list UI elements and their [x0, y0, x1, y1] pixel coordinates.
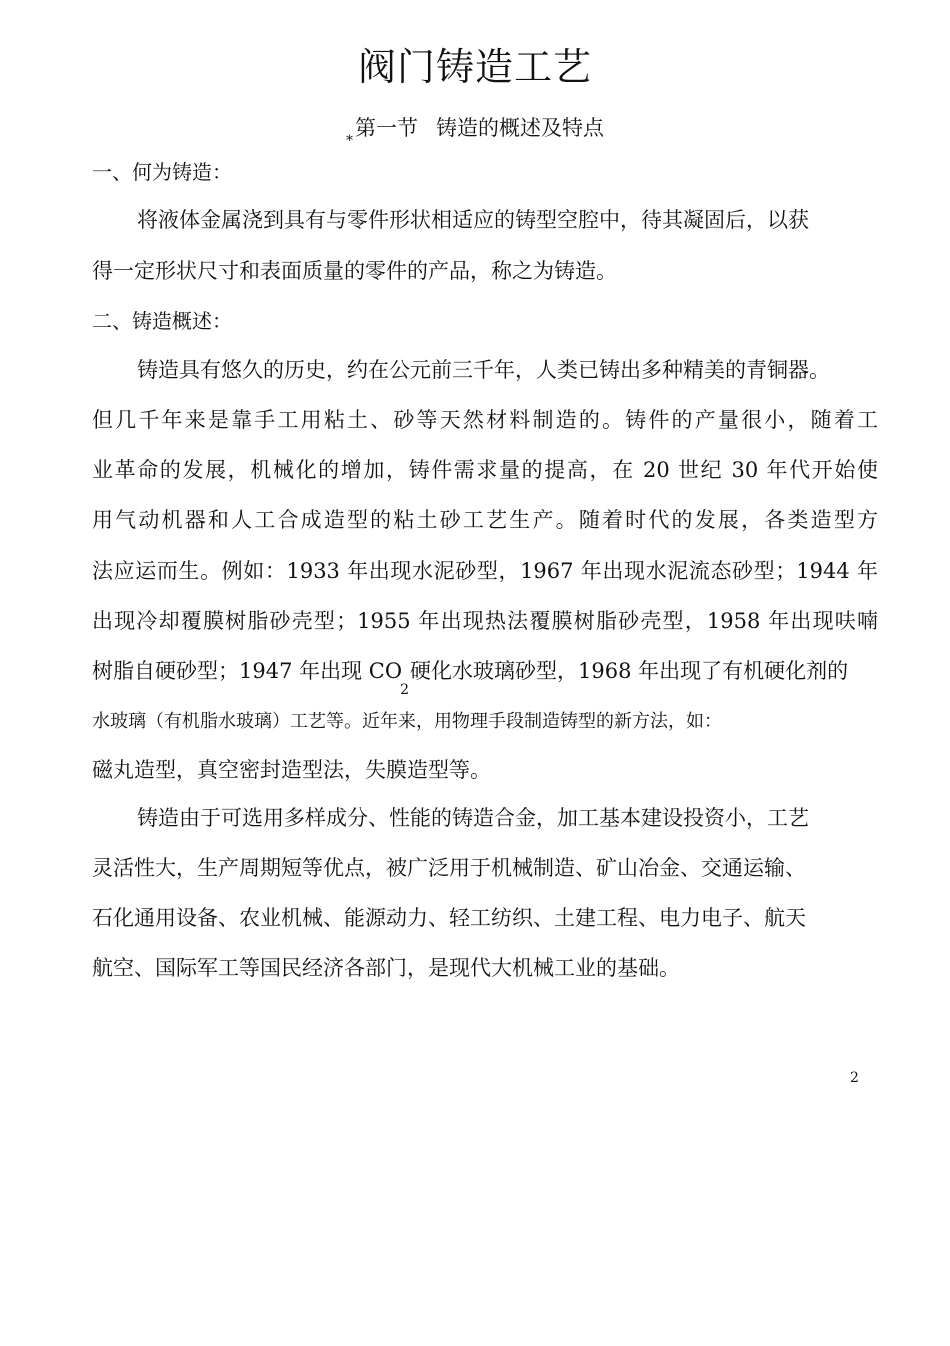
overview-line-1: 铸造具有悠久的历史，约在公元前三千年，人类已铸出多种精美的青铜器。 — [137, 358, 830, 382]
overview-line-7 — [92, 659, 849, 698]
advantages-line-4: 航空、国际军工等国民经济各部门，是现代大机械工业的基础。 — [92, 956, 680, 980]
overview-line-2: 但几千年来是靠手工用粘土、砂等天然材料制造的。铸件的产量很小，随着工 — [92, 408, 878, 432]
definition-line-2: 得一定形状尺寸和表面质量的零件的产品，称之为铸造。 — [92, 259, 617, 283]
advantages-line-2: 灵活性大，生产周期短等优点，被广泛用于机械制造、矿山冶金、交通运输、 — [92, 856, 806, 880]
section-title: 铸造的概述及特点 — [436, 116, 604, 140]
section-star: * — [346, 133, 353, 149]
overview-line-8: 水玻璃（有机脂水玻璃）工艺等。近年来，用物理手段制造铸型的新方法，如： — [92, 711, 722, 732]
document-title: 阀门铸造工艺 — [357, 45, 592, 89]
overview-line-7-end: 硬化水玻璃砂型，1968 年出现了有机硬化剂的 — [410, 659, 849, 683]
overview-line-5: 法应运而生。例如：1933 年出现水泥砂型，1967 年出现水泥流态砂型；1944 年 — [92, 559, 878, 583]
co2-subscript: 2 — [400, 682, 409, 698]
section-heading — [0, 112, 950, 149]
heading-casting-overview: 二、铸造概述： — [92, 309, 232, 333]
heading-what-is-casting: 一、何为铸造： — [92, 160, 232, 184]
section-label: 第一节 — [355, 116, 418, 140]
advantages-line-1: 铸造由于可选用多样成分、性能的铸造合金，加工基本建设投资小，工艺 — [137, 806, 809, 830]
overview-line-3: 业革命的发展，机械化的增加，铸件需求量的提高，在 20 世纪 30 年代开始使 — [92, 458, 878, 482]
overview-line-4: 用气动机器和人工合成造型的粘土砂工艺生产。随着时代的发展，各类造型方 — [92, 508, 878, 532]
overview-line-9: 磁丸造型，真空密封造型法，失膜造型等。 — [92, 758, 491, 782]
advantages-line-3: 石化通用设备、农业机械、能源动力、轻工纺织、土建工程、电力电子、航天 — [92, 906, 806, 930]
definition-line-1: 将液体金属浇到具有与零件形状相适应的铸型空腔中，待其凝固后，以获 — [137, 208, 809, 232]
page-number: 2 — [850, 1070, 859, 1086]
overview-line-7-start: 树脂自硬砂型；1947 年出现 CO — [92, 659, 403, 683]
overview-line-6: 出现冷却覆膜树脂砂壳型；1955 年出现热法覆膜树脂砂壳型，1958 年出现呋喃 — [92, 609, 878, 633]
